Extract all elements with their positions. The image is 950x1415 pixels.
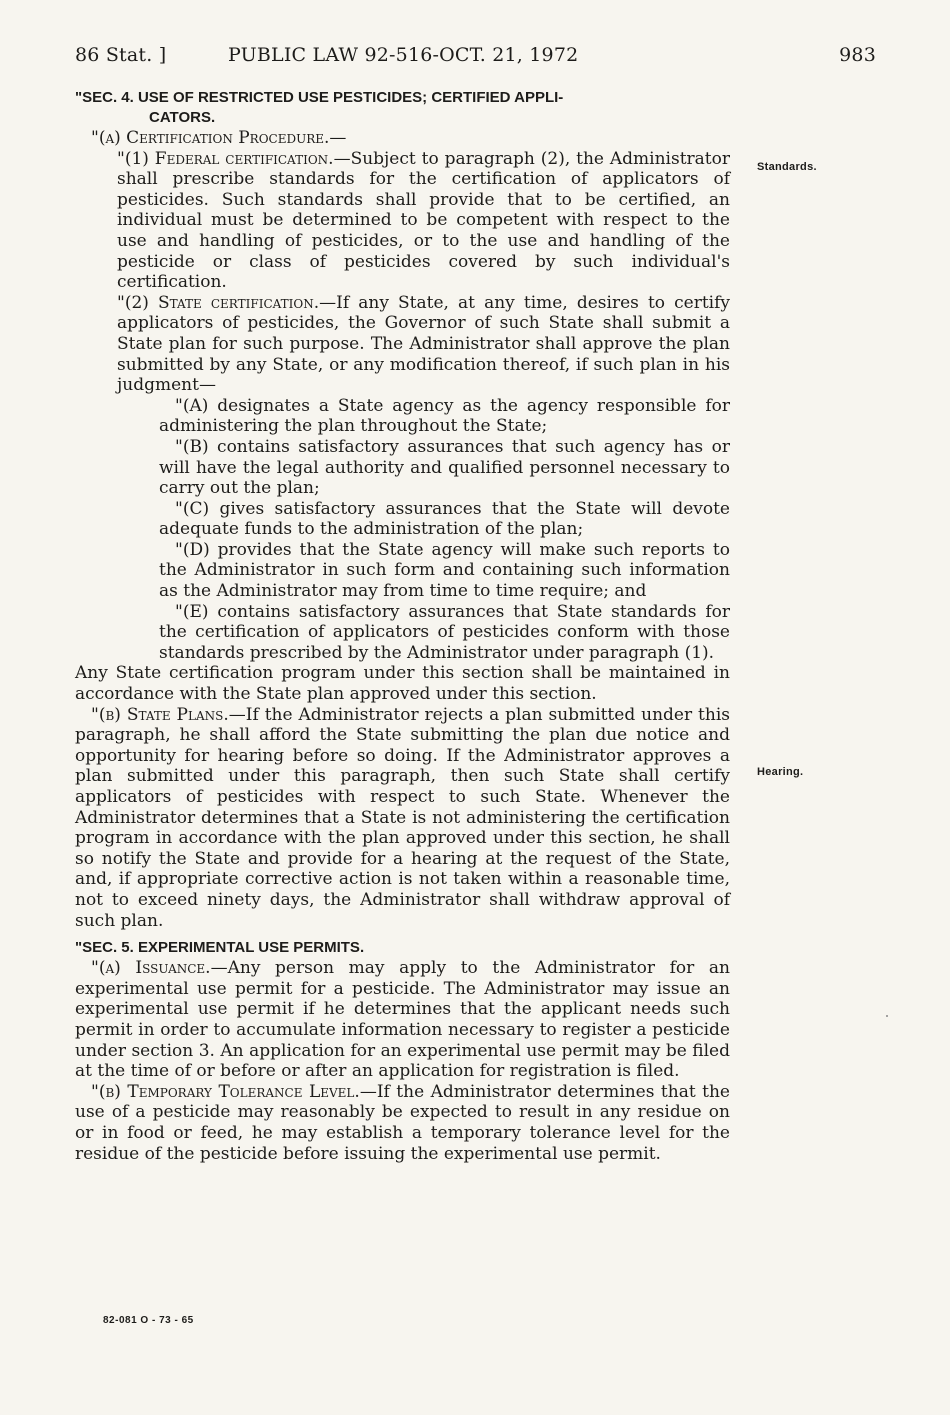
section-5-a-text: —Any person may apply to the Administrator for an experimental use permit for a pesticide. The Administrator may issue an experimental use permit if he determines that the applicant needs such permit in order to accumulate information necessary to register a pesticide under section 3. An application for an experimental use permit may be filed at the time of or before or after an application for registration is filed. [75, 958, 730, 1082]
paragraph-1 [75, 149, 730, 293]
closing-paragraph: Any State certification program under this section shall be maintained in accordance with the State plan approved under this section. [75, 663, 730, 705]
paragraph-2 [75, 293, 730, 396]
margin-note-hearing: Hearing. [757, 766, 804, 778]
footer-print-code: 82-081 O - 73 - 65 [103, 1315, 194, 1326]
paragraph-1-text: —Subject to paragraph (2), the Administrator shall prescribe standards for the certification of applicators of pesticides. Such standards shall provide that to be certified, an individual must be determined to be competent with respect to the use and handling of pesticides, or to the use and handling of the pesticide or class of pesticides covered by such individual's certification. [117, 148, 730, 293]
header-title: PUBLIC LAW 92-516-OCT. 21, 1972 [228, 44, 579, 66]
section-5-b-text: —If the Administrator determines that the use of a pesticide may reasonably be expected to result in any residue on or in food or feed, he may establish a temporary tolerance level for the residue of the pesticide before issuing the experimental use permit. [75, 1081, 730, 1164]
section-5-heading: "SEC. 5. EXPERIMENTAL USE PERMITS. [75, 939, 365, 957]
clause-B: "(B) contains satisfactory assurances that such agency has or will have the legal authority and qualified personnel necessary to carry out the plan; [159, 436, 730, 499]
paragraph-2-text: —If any State, at any time, desires to certify applicators of pesticides, the Governor of such State shall submit a State plan for such purpose. The Administrator shall approve the plan submitted by any State, or any modification thereof, if such plan in his judgment— [117, 292, 730, 396]
subsection-a-heading [75, 128, 730, 149]
section-4-title-line1: "SEC. 4. USE OF RESTRICTED USE PESTICIDES; CERTIFIED APPLI- [75, 89, 564, 106]
paragraph-2-lead: "(2) State certification. [117, 292, 320, 313]
section-5-b-lead: "(b) Temporary Tolerance Level. [91, 1081, 360, 1102]
clause-A: "(A) designates a State agency as the agency responsible for administering the plan throughout the State; [159, 395, 730, 437]
subsection-b [75, 705, 730, 932]
section-4-heading [75, 88, 730, 128]
margin-note-standards: Standards. [757, 161, 817, 173]
subsection-b-lead: "(b) State Plans. [91, 704, 229, 725]
paragraph-1-lead: "(1) Federal certification. [117, 148, 334, 169]
body-text [75, 88, 730, 1164]
clause-D: "(D) provides that the State agency will make such reports to the Administrator in such form and containing such information as the Administrator may from time to time require; and [159, 539, 730, 602]
subsection-b-text: —If the Administrator rejects a plan submitted under this paragraph, he shall afford the State submitting the plan due notice and opportunity for hearing before so doing. If the Administrator approves a plan submitted under this paragraph, then such State shall certify applicators of pesticides with respect to such State. Whenever the Administrator determines that a State is not administering the certification program in accordance with the plan approved under this section, he shall so notify the State and provide for a hearing at the request of the State, and, if appropriate corrective action is not taken within a reasonable time, not to exceed ninety days, the Administrator shall withdraw approval of such plan. [75, 704, 730, 931]
header-volume: 86 Stat. ] [75, 44, 167, 66]
speck [886, 1015, 888, 1017]
header-page-number: 983 [839, 44, 876, 66]
clause-E: "(E) contains satisfactory assurances that State standards for the certification of applicators of pesticides conform with those standards prescribed by the Administrator under paragraph (1). [159, 601, 730, 663]
section-5-subsection-b [75, 1082, 730, 1164]
subsection-a-heading-text: "(a) Certification Procedure.— [91, 128, 347, 148]
clause-C: "(C) gives satisfactory assurances that the State will devote adequate funds to the administration of the plan; [159, 498, 730, 540]
section-5-subsection-a [75, 958, 730, 1082]
section-5-a-lead: "(a) Issuance. [91, 958, 211, 979]
section-4-title-line2: CATORS. [149, 109, 216, 126]
